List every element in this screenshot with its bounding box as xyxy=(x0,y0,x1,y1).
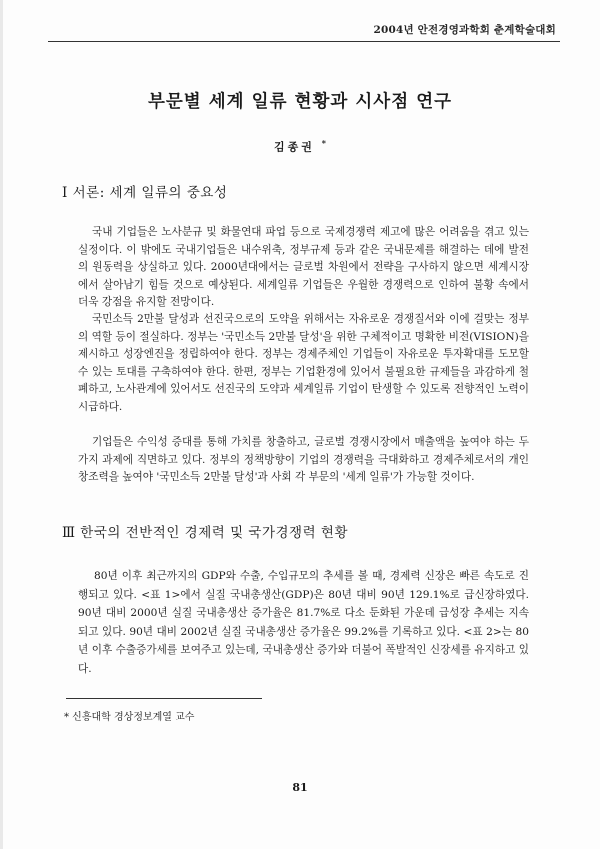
footnote-rule xyxy=(66,698,262,699)
author-line xyxy=(0,138,600,155)
paper-title: 부문별 세계 일류 현황과 시사점 연구 xyxy=(147,92,453,112)
page-edge-shadow xyxy=(0,0,3,849)
paragraph: 국민소득 2만불 달성과 선진국으로의 도약을 위해서는 자유로운 경쟁질서와 이에 걸맞는 정부의 역할 등이 절실하다. 정부는 '국민소득 2만불 달성'을 위한 구체적이고 명확한 비전(VISION)을 제시하고 성장엔진을 정립하여야 한다. 정부는 경제주체인 기업들이 자유로운 투자확대를 도모할 수 있는 토대를 구축하여야 한다. 한편, 정부는 기업환경에 있어서 불필요한 규제들을 과감하게 철폐하고, 노사관계에 있어서도 선진국의 도약과 세계일류 기업이 탄생할 수 있도록 전향적인 노력이 시급하다. xyxy=(78,313,529,413)
paragraph: 80년 이후 최근까지의 GDP와 수출, 수입규모의 추세를 볼 때, 경제력 신장은 빠른 속도로 진행되고 있다. <표 1>에서 실질 국내총생산(GDP)은 80년 대비 90년 129.1%로 급신장하였다. 90년 대비 2000년 실질 국내총생산 증가율은 81.7%로 다소 둔화된 가운데 급성장 추세는 지속되고 있다. 90년 대비 2002년 실질 국내총생산 증가율은 99.2%를 기록하고 있다. <표 2>는 80년 이후 수출증가세를 보여주고 있는데, 국내총생산 증가와 더불어 폭발적인 신장세를 유지하고 있다. xyxy=(78,570,529,675)
author-footnote-mark: * xyxy=(321,138,326,148)
section-heading-economy: Ⅲ 한국의 전반적인 경제력 및 국가경쟁력 현황 xyxy=(62,525,349,541)
header-rule xyxy=(48,41,560,42)
footnote: * 신흥대학 경상정보계열 교수 xyxy=(64,712,195,723)
author-name: 김종권 xyxy=(274,140,315,154)
paragraph: 국내 기업들은 노사분규 및 화물연대 파업 등으로 국제경쟁력 제고에 많은 어려움을 겪고 있는 실정이다. 이 밖에도 국내기업들은 내수위축, 정부규제 등과 같은 국내문제를 해결하는 데에 발전의 원동력을 상실하고 있다. 2000년대에서는 글로벌 차원에서 전략을 구사하지 않으면 세계시장에서 살아남기 힘들 것으로 예상된다. 세계일류 기업들은 우월한 경쟁력으로 인하여 불황 속에서 더욱 강점을 유지할 전망이다. xyxy=(78,226,529,309)
paragraph: 기업들은 수익성 증대를 통해 가치를 창출하고, 글로벌 경쟁시장에서 매출액을 높여야 하는 두 가지 과제에 직면하고 있다. 정부의 정책방향이 기업의 경쟁력을 극대화하고 경제주체로서의 개인 창조력을 높여야 '국민소득 2만불 달성'과 사회 각 부문의 '세계 일류'가 가능할 것이다. xyxy=(78,436,529,484)
page-number: 81 xyxy=(292,781,308,794)
running-header: 2004년 안전경영과학회 춘계학술대회 xyxy=(373,24,556,36)
section-heading-introduction: Ⅰ 서론: 세계 일류의 중요성 xyxy=(62,185,228,201)
